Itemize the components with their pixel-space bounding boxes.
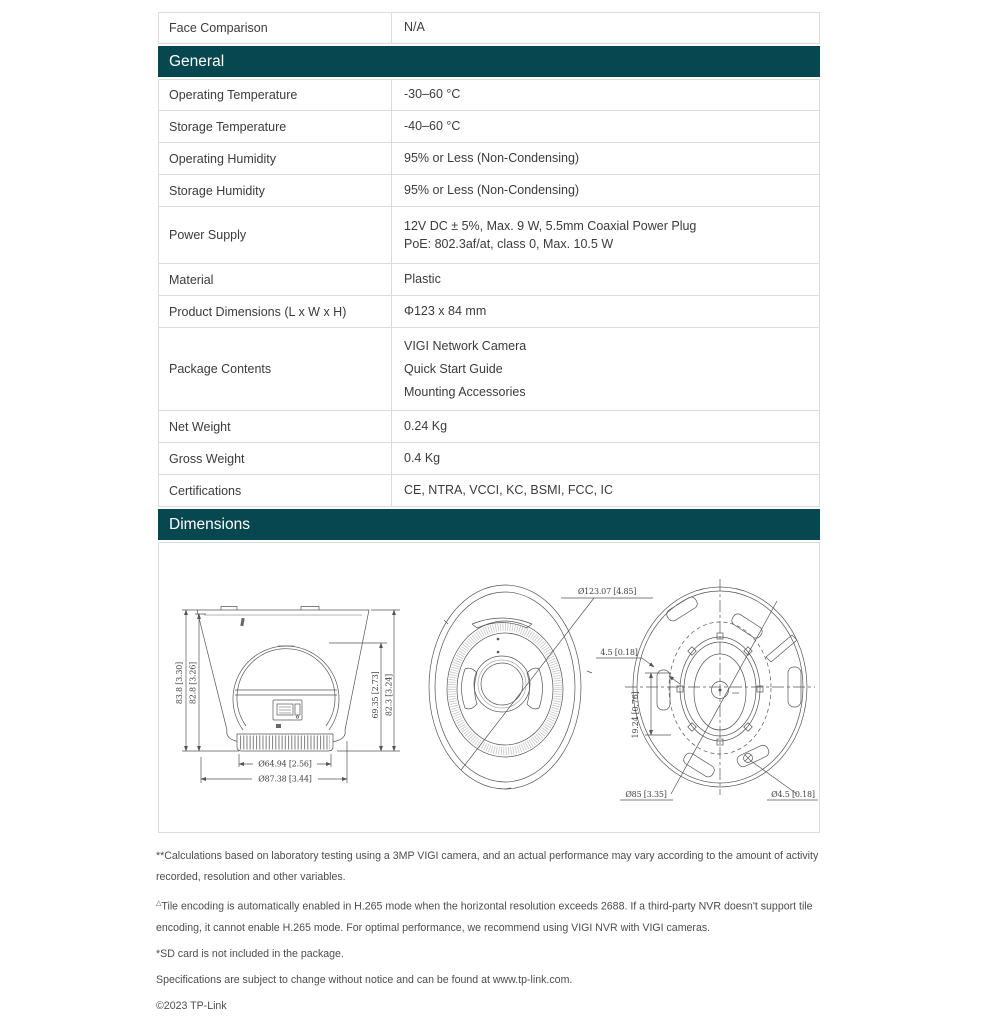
footnote-tile-encoding: △Tile encoding is automatically enabled in H.265 mode when the horizontal resolution exceeds 2688. If a third-party NVR doesn't support tile encoding, it cannot enable H.265 mode. For optimal performance, we recommend using VIGI NVR with VIGI cameras. <box>156 900 813 934</box>
footnote-copyright: ©2023 TP-Link <box>156 999 227 1012</box>
row-label: Operating Humidity <box>159 143 392 174</box>
row-label: Net Weight <box>159 411 392 442</box>
row-value: 0.24 Kg <box>404 418 448 433</box>
dim-slot-length: 19.24 [0.76] <box>631 691 640 739</box>
row-value: -40–60 °C <box>404 118 461 133</box>
row-label: Power Supply <box>159 207 392 263</box>
row-value-line: PoE: 802.3af/at, class 0, Max. 10.5 W <box>404 237 614 251</box>
row-label: Storage Humidity <box>159 175 392 206</box>
row-label: Material <box>159 264 392 295</box>
lens-ring <box>474 656 530 712</box>
section-header-dimensions: Dimensions <box>158 509 820 540</box>
row-value-line: 12V DC ± 5%, Max. 9 W, 5.5mm Coaxial Power Plug <box>404 219 697 233</box>
dimensions-diagram <box>159 543 819 832</box>
dimensions-drawings <box>158 542 820 833</box>
base-view-drawing <box>596 579 818 800</box>
table-row <box>158 411 820 443</box>
dim-height-inner: 82.8 [3.26] <box>188 661 198 705</box>
dim-body-height: 82.3 [3.24] <box>384 673 394 717</box>
row-value: 0.4 Kg <box>404 450 441 465</box>
row-value-line: Mounting Accessories <box>404 384 526 399</box>
row-label: Operating Temperature <box>159 80 392 110</box>
dim-height-outer: 83.8 [3.30] <box>175 661 184 705</box>
dim-hole-diameter: Ø4.5 [0.18] <box>771 790 815 799</box>
row-label: Storage Temperature <box>159 111 392 142</box>
row-value: 95% or Less (Non-Condensing) <box>404 182 580 197</box>
dim-ring-diameter: Ø64.94 [2.56] <box>258 759 312 769</box>
row-label: Product Dimensions (L x W x H) <box>159 296 392 327</box>
footnote-marker: △ <box>156 900 162 907</box>
row-value: CE, NTRA, VCCI, KC, BSMI, FCC, IC <box>404 482 614 497</box>
table-row <box>158 475 820 507</box>
footnotes <box>156 846 840 1022</box>
dim-slot-width: 4.5 [0.18] <box>600 648 638 657</box>
body-detail-mark <box>240 618 244 626</box>
table-row <box>158 175 820 207</box>
table-row <box>158 264 820 296</box>
table-row <box>158 79 820 111</box>
table-row <box>158 111 820 143</box>
table-row <box>158 296 820 328</box>
dim-mount-circle: Ø85 [3.35] <box>625 790 667 799</box>
row-label: Face Comparison <box>159 13 392 43</box>
row-label: Certifications <box>159 475 392 506</box>
mount-slot-left <box>657 670 670 710</box>
dim-dome-height: 69.35 [2.73] <box>371 671 380 719</box>
spec-table <box>158 12 820 833</box>
table-row <box>158 328 820 411</box>
dim-outer-diameter: Ø123.07 [4.85] <box>577 587 637 596</box>
row-label: Gross Weight <box>159 443 392 474</box>
side-view-drawing <box>175 607 400 785</box>
footnote-sd-card: *SD card is not included in the package. <box>156 947 344 960</box>
row-value: Plastic <box>404 271 441 286</box>
row-value: N/A <box>404 20 425 35</box>
section-header-general: General <box>158 46 820 77</box>
table-row <box>158 443 820 475</box>
row-value-line: VIGI Network Camera <box>404 338 527 353</box>
row-value-line: Quick Start Guide <box>404 361 503 376</box>
dim-base-diameter: Ø87.38 [3.44] <box>258 774 312 784</box>
front-view-drawing <box>429 585 653 789</box>
row-label: Package Contents <box>159 328 392 410</box>
footnote-calculations: **Calculations based on laboratory testing using a 3MP VIGI camera, and an actual performance may vary according to the amount of activity recorded, resolution and other variables. <box>156 850 819 883</box>
row-value: Φ123 x 84 mm <box>404 303 487 318</box>
table-row <box>158 207 820 264</box>
footnote-disclaimer: Specifications are subject to change without notice and can be found at www.tp-link.com. <box>156 973 573 986</box>
row-value: 95% or Less (Non-Condensing) <box>404 150 580 165</box>
table-row <box>158 12 820 44</box>
table-row <box>158 143 820 175</box>
row-value: -30–60 °C <box>404 87 461 102</box>
